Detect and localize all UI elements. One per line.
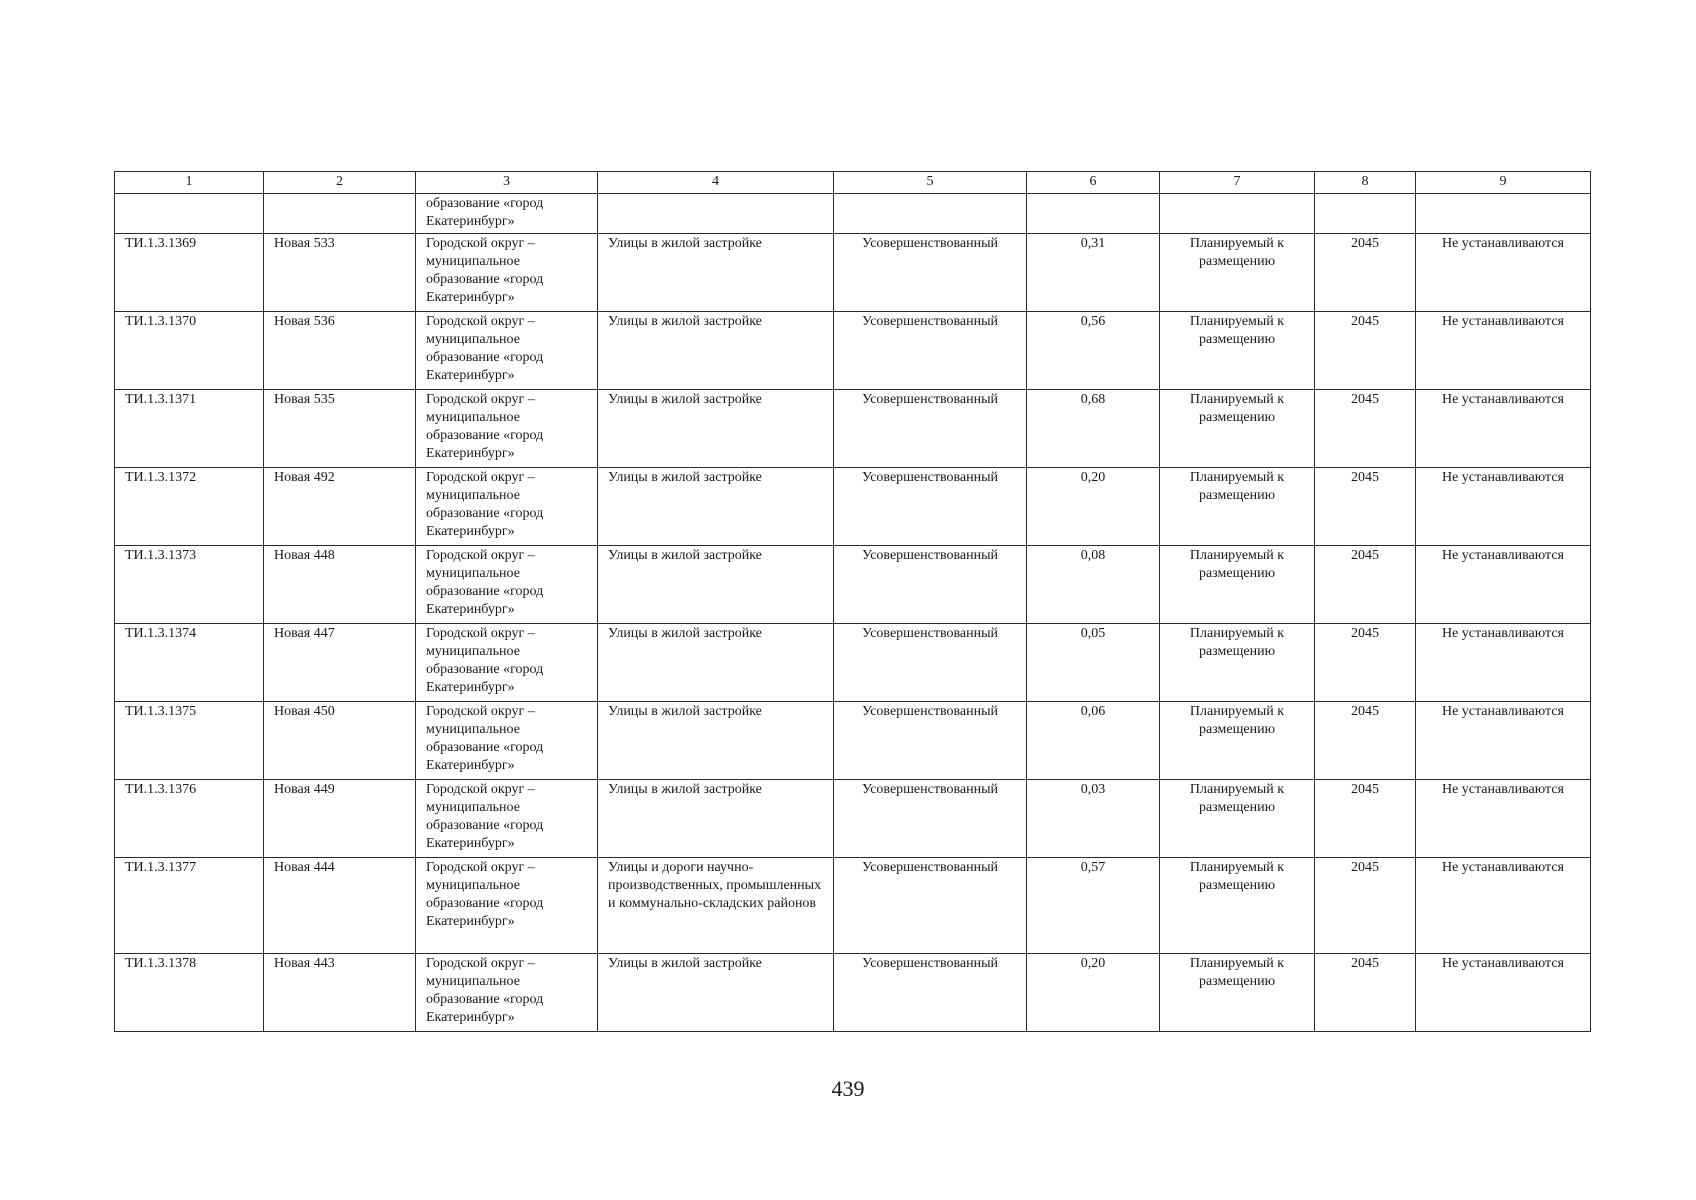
object-name-cell: Новая 449 <box>264 780 416 858</box>
object-code-cell: ТИ.1.3.1376 <box>115 780 264 858</box>
length-cell: 0,06 <box>1027 702 1160 780</box>
surface-type-cell: Усовершенствованный <box>834 954 1027 1032</box>
table-cell <box>598 194 834 234</box>
length-cell: 0,31 <box>1027 234 1160 312</box>
category-cell: Улицы в жилой застройке <box>598 234 834 312</box>
table-row <box>115 702 1591 780</box>
category-cell: Улицы в жилой застройке <box>598 468 834 546</box>
status-cell: Планируемый к размещению <box>1160 546 1315 624</box>
column-header: 5 <box>834 172 1027 194</box>
year-cell: 2045 <box>1315 390 1416 468</box>
object-name-cell: Новая 448 <box>264 546 416 624</box>
page-number: 439 <box>831 1076 865 1101</box>
object-name-cell: Новая 533 <box>264 234 416 312</box>
location-cell: Городской округ – муниципальное образование «город Екатеринбург» <box>416 234 598 312</box>
table-row <box>115 312 1591 390</box>
status-cell: Планируемый к размещению <box>1160 390 1315 468</box>
length-cell: 0,56 <box>1027 312 1160 390</box>
table-row <box>115 546 1591 624</box>
status-cell: Планируемый к размещению <box>1160 234 1315 312</box>
year-cell: 2045 <box>1315 624 1416 702</box>
zones-cell: Не устанавливаются <box>1416 702 1591 780</box>
table-cell <box>1027 194 1160 234</box>
object-code-cell: ТИ.1.3.1374 <box>115 624 264 702</box>
category-cell: Улицы и дороги научно-производственных, промышленных и коммунально-складских районов <box>598 858 834 954</box>
zones-cell: Не устанавливаются <box>1416 546 1591 624</box>
surface-type-cell: Усовершенствованный <box>834 780 1027 858</box>
table-cell <box>1416 194 1591 234</box>
length-cell: 0,08 <box>1027 546 1160 624</box>
zones-cell: Не устанавливаются <box>1416 780 1591 858</box>
object-name-cell: Новая 492 <box>264 468 416 546</box>
length-cell: 0,03 <box>1027 780 1160 858</box>
table-cell: образование «город Екатеринбург» <box>416 194 598 234</box>
category-cell: Улицы в жилой застройке <box>598 390 834 468</box>
table-row <box>115 390 1591 468</box>
column-header: 6 <box>1027 172 1160 194</box>
location-cell: Городской округ – муниципальное образование «город Екатеринбург» <box>416 780 598 858</box>
object-code-cell: ТИ.1.3.1371 <box>115 390 264 468</box>
zones-cell: Не устанавливаются <box>1416 954 1591 1032</box>
location-cell: Городской округ – муниципальное образование «город Екатеринбург» <box>416 390 598 468</box>
table-cell <box>264 194 416 234</box>
object-name-cell: Новая 443 <box>264 954 416 1032</box>
table-row <box>115 468 1591 546</box>
object-code-cell: ТИ.1.3.1369 <box>115 234 264 312</box>
continuation-row <box>115 194 1591 234</box>
column-header: 9 <box>1416 172 1591 194</box>
zones-cell: Не устанавливаются <box>1416 234 1591 312</box>
status-cell: Планируемый к размещению <box>1160 954 1315 1032</box>
year-cell: 2045 <box>1315 858 1416 954</box>
zones-cell: Не устанавливаются <box>1416 390 1591 468</box>
object-code-cell: ТИ.1.3.1377 <box>115 858 264 954</box>
object-name-cell: Новая 535 <box>264 390 416 468</box>
surface-type-cell: Усовершенствованный <box>834 390 1027 468</box>
location-cell: Городской округ – муниципальное образование «город Екатеринбург» <box>416 546 598 624</box>
surface-type-cell: Усовершенствованный <box>834 234 1027 312</box>
column-header: 1 <box>115 172 264 194</box>
status-cell: Планируемый к размещению <box>1160 312 1315 390</box>
location-cell: Городской округ – муниципальное образование «город Екатеринбург» <box>416 702 598 780</box>
table-cell <box>1160 194 1315 234</box>
object-code-cell: ТИ.1.3.1373 <box>115 546 264 624</box>
surface-type-cell: Усовершенствованный <box>834 702 1027 780</box>
zones-cell: Не устанавливаются <box>1416 468 1591 546</box>
object-name-cell: Новая 444 <box>264 858 416 954</box>
column-header: 8 <box>1315 172 1416 194</box>
status-cell: Планируемый к размещению <box>1160 468 1315 546</box>
column-header: 4 <box>598 172 834 194</box>
object-code-cell: ТИ.1.3.1370 <box>115 312 264 390</box>
surface-type-cell: Усовершенствованный <box>834 546 1027 624</box>
status-cell: Планируемый к размещению <box>1160 702 1315 780</box>
status-cell: Планируемый к размещению <box>1160 780 1315 858</box>
table-row <box>115 624 1591 702</box>
year-cell: 2045 <box>1315 312 1416 390</box>
table-row <box>115 780 1591 858</box>
status-cell: Планируемый к размещению <box>1160 858 1315 954</box>
object-code-cell: ТИ.1.3.1378 <box>115 954 264 1032</box>
year-cell: 2045 <box>1315 468 1416 546</box>
length-cell: 0,57 <box>1027 858 1160 954</box>
column-header: 3 <box>416 172 598 194</box>
year-cell: 2045 <box>1315 954 1416 1032</box>
year-cell: 2045 <box>1315 546 1416 624</box>
year-cell: 2045 <box>1315 780 1416 858</box>
zones-cell: Не устанавливаются <box>1416 312 1591 390</box>
category-cell: Улицы в жилой застройке <box>598 546 834 624</box>
table-row <box>115 858 1591 954</box>
length-cell: 0,20 <box>1027 954 1160 1032</box>
data-table <box>114 171 1591 1032</box>
column-header: 7 <box>1160 172 1315 194</box>
surface-type-cell: Усовершенствованный <box>834 312 1027 390</box>
length-cell: 0,68 <box>1027 390 1160 468</box>
location-cell: Городской округ – муниципальное образование «город Екатеринбург» <box>416 468 598 546</box>
object-name-cell: Новая 447 <box>264 624 416 702</box>
table-cell <box>115 194 264 234</box>
surface-type-cell: Усовершенствованный <box>834 858 1027 954</box>
category-cell: Улицы в жилой застройке <box>598 624 834 702</box>
category-cell: Улицы в жилой застройке <box>598 702 834 780</box>
location-cell: Городской округ – муниципальное образование «город Екатеринбург» <box>416 858 598 954</box>
length-cell: 0,05 <box>1027 624 1160 702</box>
year-cell: 2045 <box>1315 702 1416 780</box>
object-name-cell: Новая 450 <box>264 702 416 780</box>
location-cell: Городской округ – муниципальное образование «город Екатеринбург» <box>416 312 598 390</box>
header-row <box>115 172 1591 194</box>
object-code-cell: ТИ.1.3.1372 <box>115 468 264 546</box>
year-cell: 2045 <box>1315 234 1416 312</box>
column-header: 2 <box>264 172 416 194</box>
zones-cell: Не устанавливаются <box>1416 858 1591 954</box>
table-row <box>115 954 1591 1032</box>
surface-type-cell: Усовершенствованный <box>834 468 1027 546</box>
category-cell: Улицы в жилой застройке <box>598 954 834 1032</box>
location-cell: Городской округ – муниципальное образование «город Екатеринбург» <box>416 954 598 1032</box>
table-row <box>115 234 1591 312</box>
category-cell: Улицы в жилой застройке <box>598 780 834 858</box>
location-cell: Городской округ – муниципальное образование «город Екатеринбург» <box>416 624 598 702</box>
table-cell <box>1315 194 1416 234</box>
table-cell <box>834 194 1027 234</box>
object-name-cell: Новая 536 <box>264 312 416 390</box>
zones-cell: Не устанавливаются <box>1416 624 1591 702</box>
status-cell: Планируемый к размещению <box>1160 624 1315 702</box>
surface-type-cell: Усовершенствованный <box>834 624 1027 702</box>
category-cell: Улицы в жилой застройке <box>598 312 834 390</box>
length-cell: 0,20 <box>1027 468 1160 546</box>
object-code-cell: ТИ.1.3.1375 <box>115 702 264 780</box>
